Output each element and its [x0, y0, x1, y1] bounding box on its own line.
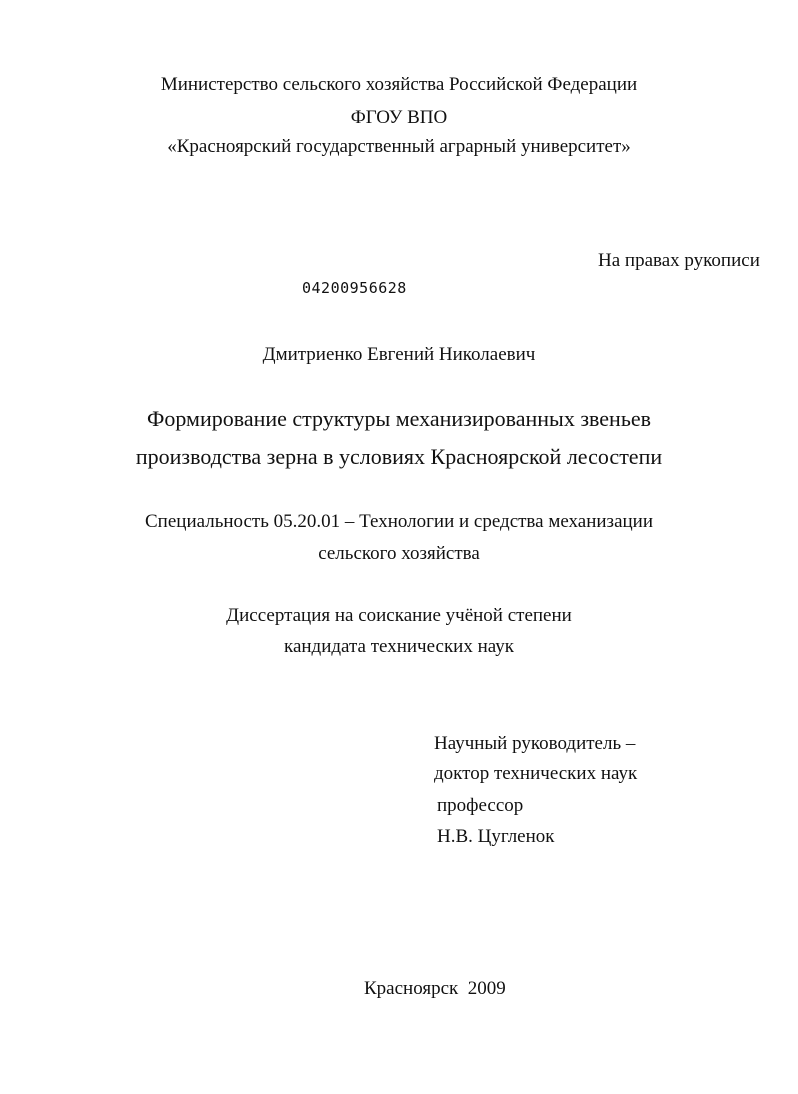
supervisor-name: Н.В. Цугленок [437, 826, 555, 847]
degree-line-2: кандидата технических наук [284, 636, 514, 657]
author-name: Дмитриенко Евгений Николаевич [262, 344, 536, 365]
city-year: Красноярск 2009 [364, 978, 506, 999]
specialty-line-2: сельского хозяйства [318, 543, 480, 564]
degree-line-1: Диссертация на соискание учёной степени [226, 605, 572, 626]
supervisor-role: Научный руководитель – [434, 733, 636, 754]
thesis-title-line-2: производства зерна в условиях Красноярской лесостепи [135, 444, 663, 469]
supervisor-degree: доктор технических наук [434, 763, 638, 784]
university-line: «Красноярский государственный аграрный университет» [167, 136, 631, 157]
document-number: 04200956628 [302, 279, 407, 297]
ministry-line: Министерство сельского хозяйства Российской Федерации [160, 74, 638, 95]
specialty-line-1: Специальность 05.20.01 – Технологии и средства механизации [145, 511, 653, 532]
thesis-title-line-1: Формирование структуры механизированных звеньев [146, 406, 652, 431]
manuscript-rights-note: На правах рукописи [598, 250, 760, 271]
supervisor-rank: профессор [437, 795, 524, 816]
institution-type-line: ФГОУ ВПО [350, 107, 448, 128]
